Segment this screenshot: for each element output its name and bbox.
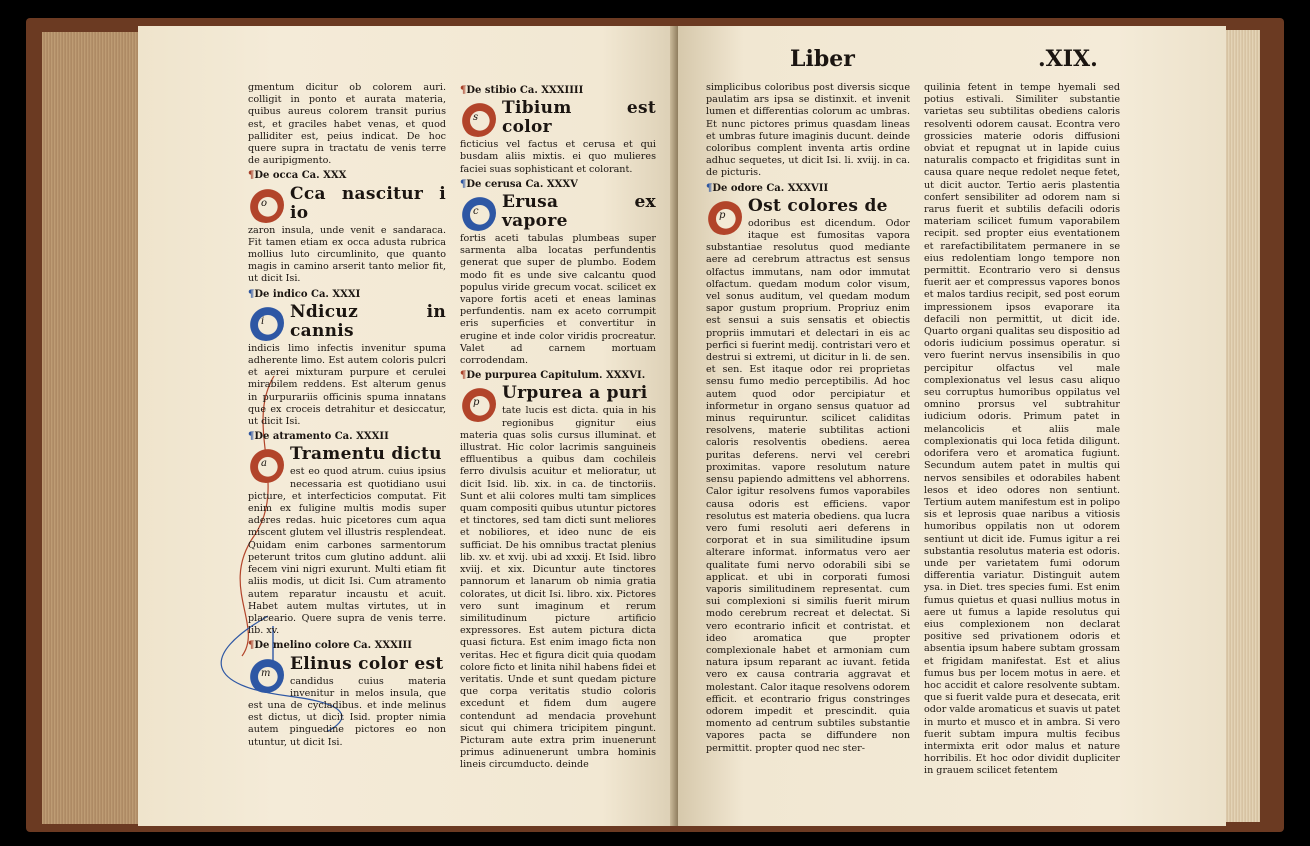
section-occa [248, 170, 446, 285]
section-heading: De cerusa Ca. XXXV [466, 178, 578, 190]
drop-cap-initial: p [460, 386, 496, 422]
column-intro-text: gmentum dicitur ob colorem auri. colligit in ponto et aurata materia, quibus aureus colorem transit purius est, et graciles habet venas, et quod palliditer est, peius indicat. De hoc quere supra in tractatu de venis terre de auripigmento. [248, 82, 446, 167]
column-intro-text: simplicibus coloribus post diversis sicque paulatim ars ipsa se distinxit. et invenit lumen et differentias colorum ac umbras. Et nunc pictores primus quasdam lineas et umbras future imaginis ducunt. deinde coloribus complent inventa artis ordine adhuc sequetes, ut dicit Isi. li. xviij. in ca. de picturis. [706, 82, 910, 179]
section-incipit: Erusa ex vapore [502, 192, 656, 232]
drop-cap-initial: a [248, 447, 284, 483]
section-text: fortis aceti tabulas plumbeas super sarmenta alba locatas perfundentis generat que super de plumbo. Eodem modo fit es unde sive calcantu quod populus viride grecum vocat. scilicet ex vapore fortis aceti et eneas laminas perfundentis. nam ex aceto corrumpit eris superficies et convertitur in erugine et inde color viridis procreatur. Valet ad carnem mortuam corrodendam. [460, 233, 656, 367]
pilcrow-icon: ¶ [460, 85, 467, 96]
drop-cap-initial: c [460, 195, 496, 231]
section-cerusa [460, 179, 656, 367]
drop-cap-initial: o [248, 187, 284, 223]
column-text: quilinia fetent in tempe hyemali sed potius estivali. Similiter substantie varietas seu subtilitas obediens caloris resolventi odorem causat. Econtra vero grossicies materie odoris diffusioni obviat et repugnat ut in lapide cuius naturalis compacto et frigiditas sunt in causa quare neque redolet neque fetet, ut dicit auctor. Tertio aeris plastentia confert sensibiliter ad odorem nam si rarus fuerit et subtilis defacili odoris materiam scilicet fumum vaporabilem recipit. sed propter eius eventationem et rarefactibilitatem permanere in se eius redolentiam longo tempore non permittit. Econtrario vero si densus fuerit aer et compressus vapores bonos et malos tardius recipit, sed post eorum impressionem ipsos evaporare ita defacili non permittit, ut dicit ide. Quarto organi qualitas seu dispositio ad odoris iudicium possimus operatur. si vero fuerint nervus insensibilis in quo percipitur olfactus vel male complexionatus vel lesus casu aliquo seu corruptus humoribus oppilatus vel omnino prorsus vel subtrahitur iudicium odoris. Primum patet in melancolicis et aliis male complexionatis qui loca fetida diligunt. odorifera vero et aromatica fugiunt. Secundum autem patet in multis qui nervos sensibiles et odorabiles habent lesos et ideo odores non sentiunt. Tertium autem manifestum est in polipo sis et leprosis quae naribus a vitiosis humoribus oppilatis non ut odorem sentiunt ut dicit ide. Fumus igitur a rei substantia resolutus materia est odoris. unde per varietatem fumi odorum differentia variatur. Distinguit autem ysa. in Diet. tres species fumi. Est enim fumus quietus et quasi nullius motus in aere ut fumus a lapide resolutus qui eius complexionem non declarat positive sed privationem odoris et absentia ipsum habere subtam grossam et frigidam manifestat. Est et alius fumus bus per locem motus in aere. et hoc accidit et calore resolvente subtam. que si fuerit valde pura et desecata, erit odor valde aromaticus et suavis ut patet in murto et musco et in ambra. Si vero fuerit subtam impura multis fecibus intermixta erit odor malus et nature horribilis. Et hoc odor dividit dupliciter in grauem scilicet fetentem [924, 82, 1120, 777]
pilcrow-icon: ¶ [460, 178, 467, 190]
right-page-column-2 [924, 82, 1120, 780]
section-heading: De atramento Ca. XXXII [254, 431, 389, 443]
section-atramento [248, 431, 446, 637]
pilcrow-icon: ¶ [248, 288, 255, 300]
section-heading: De indico Ca. XXXI [254, 288, 361, 300]
section-heading: De stibio Ca. XXXIIII [466, 85, 584, 96]
running-header-left: Liber [790, 46, 855, 72]
section-odore [706, 183, 910, 755]
section-text: odoribus est dicendum. Odor itaque est fumositas vapora substantiae resolutus quod mediante aere ad cerebrum attractus est sensus olfactus immutans, nam odor immutat olfactum. quedam modum color visum, vel sonus auditum, vel quedam modum sapor gustum proprium. Propriuz enim est sensui a suis sensatis et obiectis propriis immutari et delectari in eis ac perfici si fuerint medij. contristari vero et destrui si extremi, ut dicitur in li. de sen. et sen. Est itaque odor rei proprietas sensu fumo medio perceptibilis. Ad hoc autem quod odor percipiatur et informetur in organo sensus quatuor ad minus requiruntur. scilicet caliditas resolvens, materie subtilitas actioni caloris resolventis obediens. aerea puritas deferens. nervi vel cerebri proximitas. vapore resolutum nature sensu papiendo admittens vel abhorrens. Calor igitur resolvens fumos vaporabiles causa odoris est efficiens. vapor resolutus est materia obediens. qua lucra vero fumi resoluti aeri deferens in corporat et in sua similitudine ipsum alterare informat. informatus vero aer qualitate fumi nervo odorabili sibi se applicat. et ubi in corporati fumosi vaporis similitudinem representat. cum sui complexioni si similis fuerit mirum modo cerebrum recreat et delectat. Si vero econtrario inficit et contristat. et ideo aromatica que propter complexionale habet et armoniam cum natura ipsum reparant ac iuvant. fetida vero ex causa contraria aggravat et molestant. Calor itaque resolvens odorem efficit. et econtrario frigus constringes odorem impedit et prescindit. quia momento ad centrum subtiles substantie vapores pacta se diffundere non permittit. propter quod nec ster- [706, 217, 910, 754]
section-incipit: Tibium est color [502, 98, 656, 138]
section-purpurea [460, 370, 656, 771]
pilcrow-icon: ¶ [248, 640, 255, 652]
right-page-column-1 [706, 82, 910, 757]
section-text: candidus cuius materia invenitur in melos insula, que est una de cycladibus. et inde melinus est dictus, ut dicit Isid. propter nimia autem pinguedine pictores eo non utuntur, ut dicit Isi. [248, 675, 446, 748]
pilcrow-icon: ¶ [248, 170, 255, 182]
section-heading: De odore Ca. XXXVII [712, 182, 829, 194]
section-indico [248, 289, 446, 429]
section-heading: De purpurea Capitulum. XXXVI. [466, 370, 646, 382]
left-page [138, 26, 684, 826]
section-text: indicis limo infectis invenitur spuma adherente limo. Est autem coloris pulcri et aerei mixturam purpure et cerulei mirabilem reddens. Est alterum genus in purpurariis officinis spuma innatans que ex croceis detrahitur et desiccatur, ut dicit Isi. [248, 342, 446, 428]
pilcrow-icon: ¶ [248, 431, 255, 443]
section-melino [248, 640, 446, 748]
section-heading: De occa Ca. XXX [254, 170, 347, 182]
section-text: zaron insula, unde venit e sandaraca. Fit tamen etiam ex occa adusta rubrica mollius luto circumlinito, que quanto magis in camino arserit tanto melior fit, ut dicit Isi. [248, 224, 446, 285]
section-incipit: Elinus color est [290, 653, 444, 674]
section-heading: De melino colore Ca. XXXIII [254, 640, 412, 652]
open-book [26, 10, 1284, 836]
left-page-column-1 [248, 82, 446, 751]
section-text: tate lucis est dicta. quia in his regionibus gignitur eius materia quas solis cursus illuminat. et illustrat. Hic color lacrimis sanguineis effluentibus a quibus dam cochileis ferro divulsis acuitur et melioratur, ut dicit Isid. lib. xix. in ca. de tinctoriis. Sunt et alii colores multi tam simplices quam compositi quibus utuntur pictores et tinctores, sed tam dicti sunt meliores et nobiliores, et ideo nunc de eis sufficiat. De his omnibus tractat plenius lib. xv. et xvij. ubi ad xxxij. Et Isid. libro xviij. et xix. Dicuntur aute tinctores pannorum et lanarum ob nimia gratia colorates, ut dicit Isi. libro. xix. Pictores vero sunt imaginum et rerum similitudinum picture artificio expressores. Est autem pictura dicta quasi fictura. Est enim imago ficta non veritas. Hec et figura dicit quia quodam colore ficto et linita nihil habens fidei et veritatis. Unde et sunt quedam picture que corpa veritatis studio coloris excedunt et fidem dum augere contendunt ad mendacia provehunt sicut qui chimera tricipitem pingunt. Picturam aute extra prim inuenerunt primus adinuenerunt umbra hominis lineis circumducto. deinde [460, 405, 656, 771]
section-incipit: Tramentu dictu [290, 444, 442, 465]
section-incipit: Urpurea a puri [502, 383, 648, 404]
section-incipit: Cca nascitur i io [290, 183, 446, 223]
right-page [678, 26, 1226, 826]
drop-cap-initial: i [248, 305, 284, 341]
drop-cap-initial: m [248, 657, 284, 693]
pilcrow-icon: ¶ [460, 370, 467, 382]
section-incipit: Ndicuz in cannis [290, 301, 446, 341]
section-text: ficticius vel factus et cerusa et qui busdam aliis mixtis. ei quo mulieres faciei suas sophisticant et colorant. [460, 139, 656, 175]
left-page-column-2 [460, 82, 656, 774]
section-stibio [460, 85, 656, 176]
running-header-right: .XIX. [1038, 46, 1098, 72]
section-incipit: Ost colores de [748, 195, 888, 216]
drop-cap-initial: s [460, 101, 496, 137]
drop-cap-initial: p [706, 199, 742, 235]
section-text: est eo quod atrum. cuius ipsius necessaria est quotidiano usui picture, et interfecticios computat. Fit enim ex fuligine multis modis super aderes redas. huic picetores cum aqua miscent glutem vel illustris resplendeat. Quidam enim carbones sarmentorum peterunt tritos cum glutino addunt. alii fecem vini nigri exurunt. Multi etiam fit aliis modis, ut dicit Isi. Cum atramento autem reparatur incaustu et acuit. Habet autem multas virtutes, ut in placeario. Quere supra de venis terre. lib. xv. [248, 466, 446, 637]
pilcrow-icon: ¶ [706, 182, 713, 194]
